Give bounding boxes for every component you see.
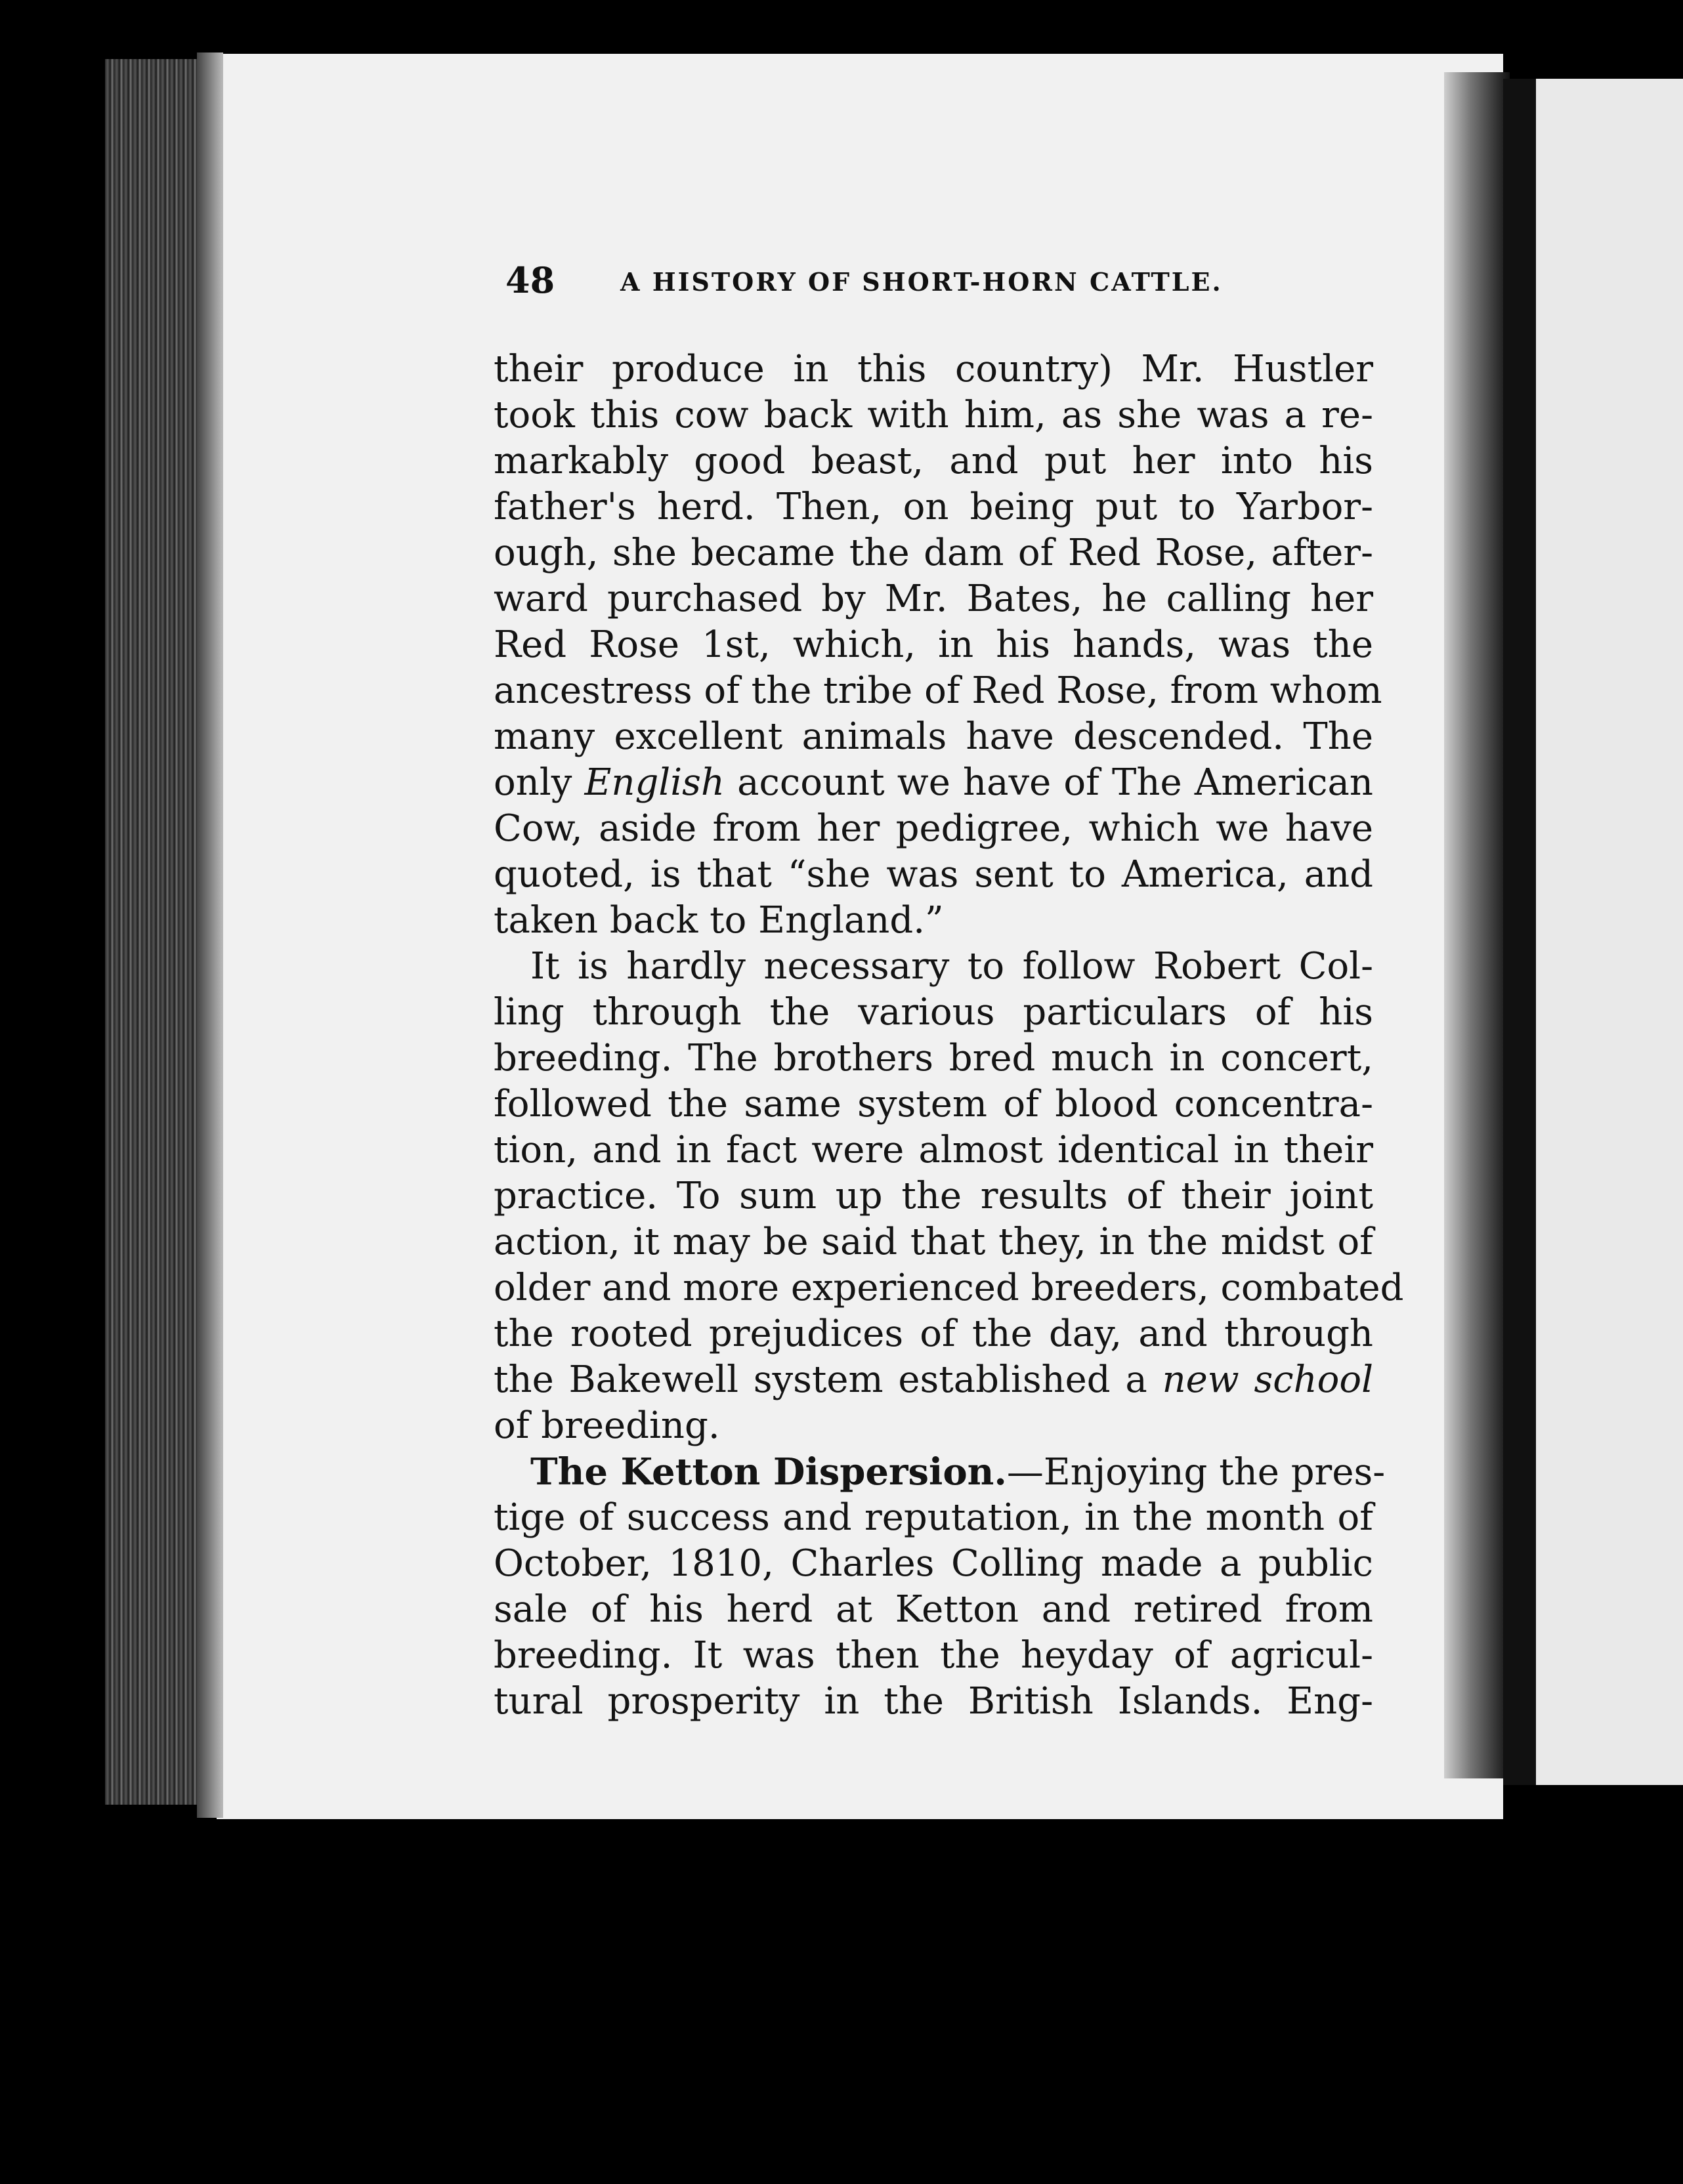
text-line: Cow, aside from her pedigree, which we have (494, 807, 1373, 850)
text-line: practice. To sum up the results of their joint (494, 1175, 1373, 1217)
text-line: breeding. The brothers bred much in concert, (494, 1037, 1373, 1080)
gutter-shadow (1444, 72, 1510, 1778)
text-line: Red Rose 1st, which, in his hands, was the (494, 623, 1373, 666)
text-line: followed the same system of blood concentra- (494, 1083, 1373, 1125)
text-line: breeding. It was then the heyday of agricul- (494, 1634, 1373, 1677)
text-line: taken back to England.” (494, 899, 944, 942)
body-text (494, 346, 1404, 1725)
text-line: took this cow back with him, as she was a re- (494, 394, 1373, 436)
text-line: tion, and in fact were almost identical in their (494, 1129, 1373, 1171)
binding-shadow (197, 52, 223, 1818)
text-line: ling through the various particulars of his (494, 991, 1373, 1034)
text-line: of breeding. (494, 1404, 720, 1447)
running-header (505, 259, 1359, 305)
text-line: markably good beast, and put her into his (494, 440, 1373, 482)
text-line: ward purchased by Mr. Bates, he calling her (494, 578, 1373, 620)
text-run: —Enjoying the pres- (1006, 1451, 1386, 1494)
facing-page-edge (1503, 79, 1539, 1785)
text-line: action, it may be said that they, in the midst of (494, 1221, 1373, 1263)
text-line: many excellent animals have descended. The (494, 715, 1373, 758)
text-run: the Bakewell system established a (494, 1358, 1162, 1401)
text-line: It is hardly necessary to follow Robert Col- (530, 945, 1373, 988)
text-run: account we have of The American (724, 761, 1373, 804)
text-line: tural prosperity in the British Islands. Eng- (494, 1680, 1373, 1723)
text-line (494, 1357, 1373, 1403)
page-number: 48 (505, 259, 555, 301)
text-line: ough, she became the dam of Red Rose, after- (494, 532, 1373, 574)
text-line: their produce in this country) Mr. Hustler (494, 348, 1373, 390)
text-line: older and more experienced breeders, combated (494, 1267, 1404, 1309)
text-line: sale of his herd at Ketton and retired from (494, 1588, 1373, 1631)
italic-text: new school (1162, 1358, 1374, 1401)
italic-text: English (584, 761, 725, 804)
text-line: the rooted prejudices of the day, and through (494, 1312, 1373, 1355)
text-line (494, 760, 1373, 806)
text-line (494, 1449, 1386, 1495)
text-line: tige of success and reputation, in the month of (494, 1496, 1373, 1539)
running-title: A HISTORY OF SHORT-HORN CATTLE. (620, 267, 1223, 297)
text-line: October, 1810, Charles Colling made a public (494, 1542, 1373, 1585)
text-line: father's herd. Then, on being put to Yarbor- (494, 486, 1373, 528)
text-line: ancestress of the tribe of Red Rose, from whom (494, 669, 1382, 712)
facing-page (1536, 79, 1683, 1785)
text-run: only (494, 761, 585, 804)
text-line: quoted, is that “she was sent to America, and (494, 853, 1373, 896)
section-heading: The Ketton Dispersion. (530, 1450, 1007, 1494)
